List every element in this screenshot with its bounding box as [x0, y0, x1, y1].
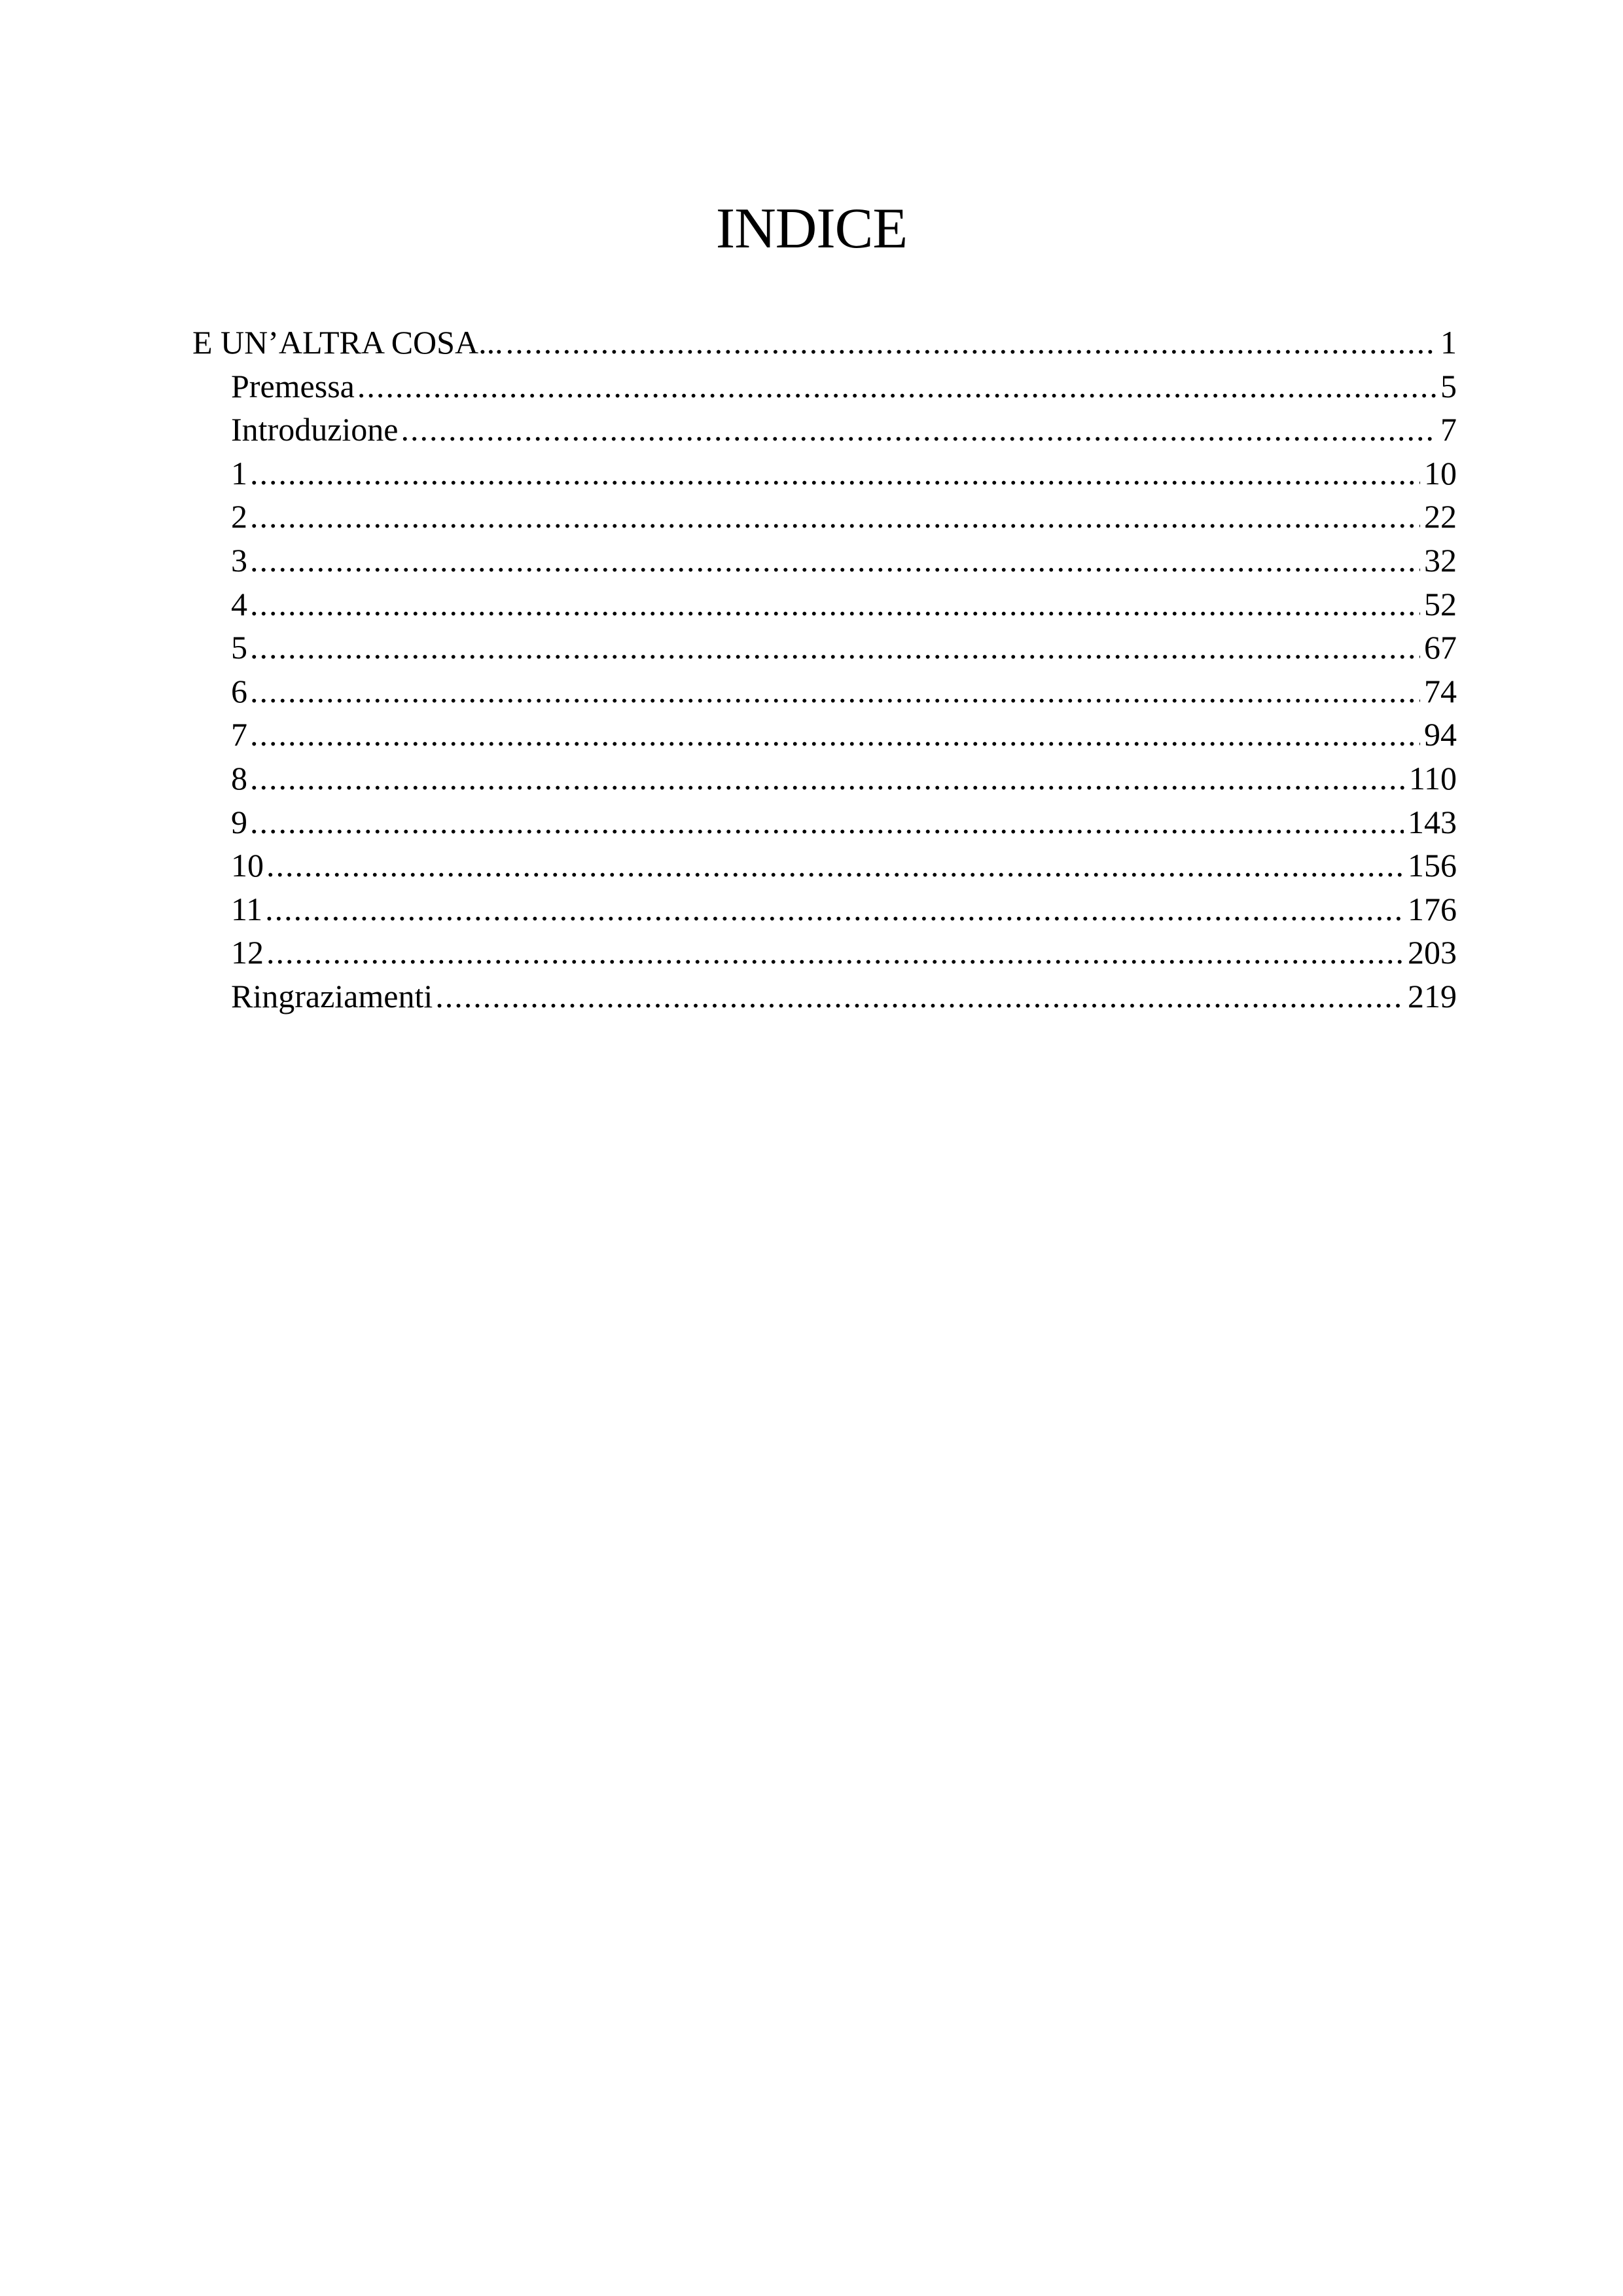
toc-entry-label: 1: [231, 454, 247, 492]
toc-entry[interactable]: [192, 408, 1457, 452]
toc-leader-dots: [250, 800, 1404, 844]
toc-entry-page: 5: [1440, 367, 1457, 404]
toc-leader-dots: [265, 888, 1404, 931]
toc-entry-label: E UN’ALTRA COSA...: [192, 324, 503, 361]
toc-entry[interactable]: [192, 365, 1457, 408]
toc-entry[interactable]: [192, 583, 1457, 626]
toc-entry-page: 22: [1424, 498, 1457, 535]
toc-leader-dots: [357, 365, 1436, 408]
toc-entry[interactable]: [192, 888, 1457, 931]
page-title: INDICE: [715, 197, 908, 260]
toc-entry-label: 4: [231, 585, 247, 622]
toc-entry-page: 203: [1408, 934, 1457, 971]
toc-entry-label: 2: [231, 498, 247, 535]
toc-entry[interactable]: [192, 626, 1457, 670]
toc-entry-page: 32: [1424, 541, 1457, 579]
toc-entry[interactable]: [192, 495, 1457, 539]
toc-entry-label: 10: [231, 847, 264, 884]
toc-leader-dots: [250, 626, 1420, 669]
toc-entry-page: 52: [1424, 585, 1457, 622]
toc-entry-label: 3: [231, 541, 247, 579]
toc-entry-page: 156: [1408, 847, 1457, 884]
toc-entry-label: 8: [231, 759, 247, 797]
toc-leader-dots: [250, 452, 1420, 495]
toc-leader-dots: [506, 321, 1436, 364]
toc-entry-label: 6: [231, 672, 247, 709]
toc-entry-page: 143: [1408, 803, 1457, 840]
toc-entry-label: 11: [231, 890, 263, 927]
toc-entry-page: 74: [1424, 672, 1457, 709]
toc-entry[interactable]: [192, 452, 1457, 495]
toc-entry-label: 12: [231, 934, 264, 971]
toc-entry-label: Premessa: [231, 367, 355, 404]
toc-leader-dots: [435, 975, 1404, 1018]
toc-entry-page: 219: [1408, 977, 1457, 1014]
toc-entry-label: Ringraziamenti: [231, 977, 433, 1014]
toc-entry[interactable]: [192, 757, 1457, 800]
toc-entry[interactable]: [192, 931, 1457, 975]
toc-leader-dots: [250, 583, 1420, 626]
toc-leader-dots: [266, 844, 1404, 887]
toc-entry-label: 7: [231, 716, 247, 753]
toc-entry[interactable]: [192, 321, 1457, 365]
toc-leader-dots: [266, 931, 1404, 974]
toc-entry-label: 5: [231, 629, 247, 666]
toc-entry-label: Introduzione: [231, 411, 399, 448]
toc-entry-page: 10: [1424, 454, 1457, 492]
toc-leader-dots: [250, 713, 1420, 756]
toc-entry[interactable]: [192, 975, 1457, 1018]
toc-entry[interactable]: [192, 713, 1457, 757]
toc-leader-dots: [250, 495, 1420, 538]
toc-leader-dots: [250, 670, 1420, 713]
toc-entry-page: 67: [1424, 629, 1457, 666]
toc-entry-label: 9: [231, 803, 247, 840]
toc-leader-dots: [250, 539, 1420, 582]
toc-entry[interactable]: [192, 800, 1457, 844]
toc-entry[interactable]: [192, 844, 1457, 888]
toc-entry-page: 94: [1424, 716, 1457, 753]
toc-entry-page: 7: [1440, 411, 1457, 448]
toc-leader-dots: [401, 408, 1436, 451]
toc-leader-dots: [250, 757, 1405, 800]
toc-entry-page: 1: [1440, 324, 1457, 361]
toc-entry-page: 110: [1408, 759, 1457, 797]
toc-entry[interactable]: [192, 670, 1457, 713]
table-of-contents: [192, 321, 1457, 1018]
toc-entry-page: 176: [1408, 890, 1457, 927]
toc-entry[interactable]: [192, 539, 1457, 583]
